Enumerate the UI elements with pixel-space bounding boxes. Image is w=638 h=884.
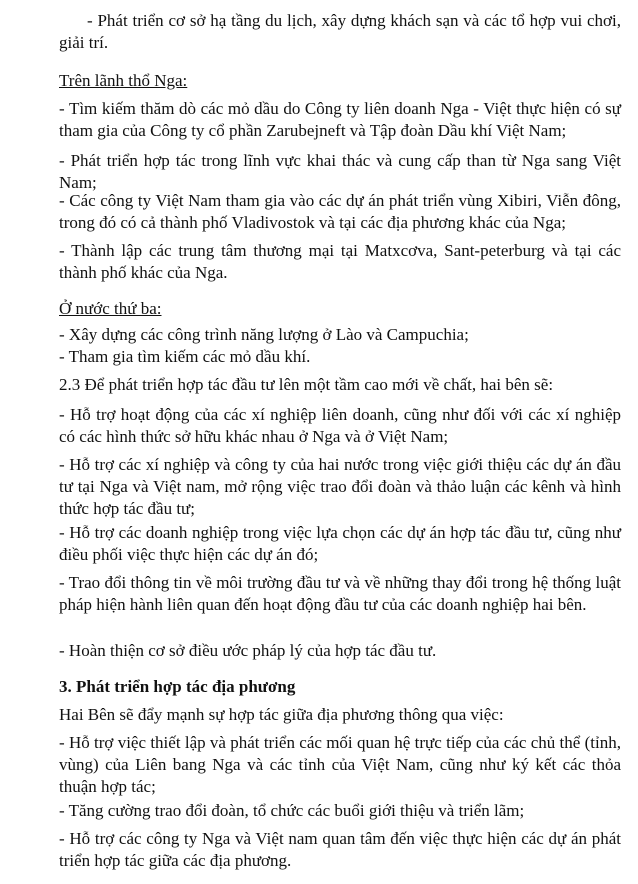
paragraph-legal-framework: - Hoàn thiện cơ sở điều ước pháp lý của hợp tác đầu tư.: [59, 641, 437, 660]
paragraph-energy-laos-cambodia: - Xây dựng các công trình năng lượng ở Lào và Campuchia;: [59, 325, 469, 344]
paragraph-local-cooperation-intro: Hai Bên sẽ đẩy mạnh sự hợp tác giữa địa phương thông qua việc:: [59, 705, 504, 724]
heading-section-3: 3. Phát triển hợp tác địa phương: [59, 677, 296, 696]
paragraph-trade-centers: - Thành lập các trung tâm thương mại tại Matxcơva, Sant-peterburg và tại các thành phố khác của Nga.: [59, 241, 621, 282]
paragraph-tourism-infrastructure: - Phát triển cơ sở hạ tầng du lịch, xây dựng khách sạn và các tổ hợp vui chơi, giải trí.: [59, 11, 621, 52]
paragraph-direct-relations: - Hỗ trợ việc thiết lập và phát triển các mối quan hệ trực tiếp của các chủ thể (tỉnh, vùng) của Liên bang Nga và các tỉnh của Việt Nam, cũng như ký kết các thỏa thuận hợp tác;: [59, 733, 621, 796]
heading-third-country: Ở nước thứ ba:: [59, 299, 162, 318]
heading-russia-territory: Trên lãnh thổ Nga:: [59, 71, 188, 90]
paragraph-oil-exploration: - Tìm kiếm thăm dò các mỏ dầu do Công ty liên doanh Nga - Việt thực hiện có sự tham gia của Công ty cổ phần Zarubejneft và Tập đoàn Dầu khí Việt Nam;: [59, 99, 621, 140]
paragraph-project-selection: - Hỗ trợ các doanh nghiệp trong việc lựa chọn các dự án hợp tác đầu tư, cũng như điều phối việc thực hiện các dự án đó;: [59, 523, 621, 564]
paragraph-section-2-3: 2.3 Để phát triển hợp tác đầu tư lên một tầm cao mới về chất, hai bên sẽ:: [59, 375, 554, 394]
paragraph-joint-ventures: - Hỗ trợ hoạt động của các xí nghiệp liên doanh, cũng như đối với các xí nghiệp có các hình thức sở hữu khác nhau ở Nga và ở Việt Nam;: [59, 405, 621, 446]
paragraph-companies-support: - Hỗ trợ các công ty Nga và Việt nam quan tâm đến việc thực hiện các dự án phát triển hợp tác giữa các địa phương.: [59, 829, 621, 870]
paragraph-siberia-projects: - Các công ty Việt Nam tham gia vào các dự án phát triển vùng Xibiri, Viễn đông, trong đó có cả thành phố Vladivostok và tại các địa phương khác của Nga;: [59, 191, 621, 232]
paragraph-investment-intro: - Hỗ trợ các xí nghiệp và công ty của hai nước trong việc giới thiệu các dự án đầu tư tại Nga và Việt nam, mở rộng việc trao đổi đoàn và thảo luận các kênh và hình thức hợp tác đầu tư;: [59, 455, 621, 518]
paragraph-information-exchange: - Trao đổi thông tin về môi trường đầu tư và về những thay đổi trong hệ thống luật pháp hiện hành liên quan đến hoạt động đầu tư của các doanh nghiệp hai bên.: [59, 573, 621, 614]
paragraph-delegation-exchange: - Tăng cường trao đổi đoàn, tổ chức các buổi giới thiệu và triển lãm;: [59, 801, 525, 820]
paragraph-coal-cooperation: - Phát triển hợp tác trong lĩnh vực khai thác và cung cấp than từ Nga sang Việt Nam;: [59, 151, 621, 192]
paragraph-oil-search: - Tham gia tìm kiếm các mỏ dầu khí.: [59, 347, 311, 366]
